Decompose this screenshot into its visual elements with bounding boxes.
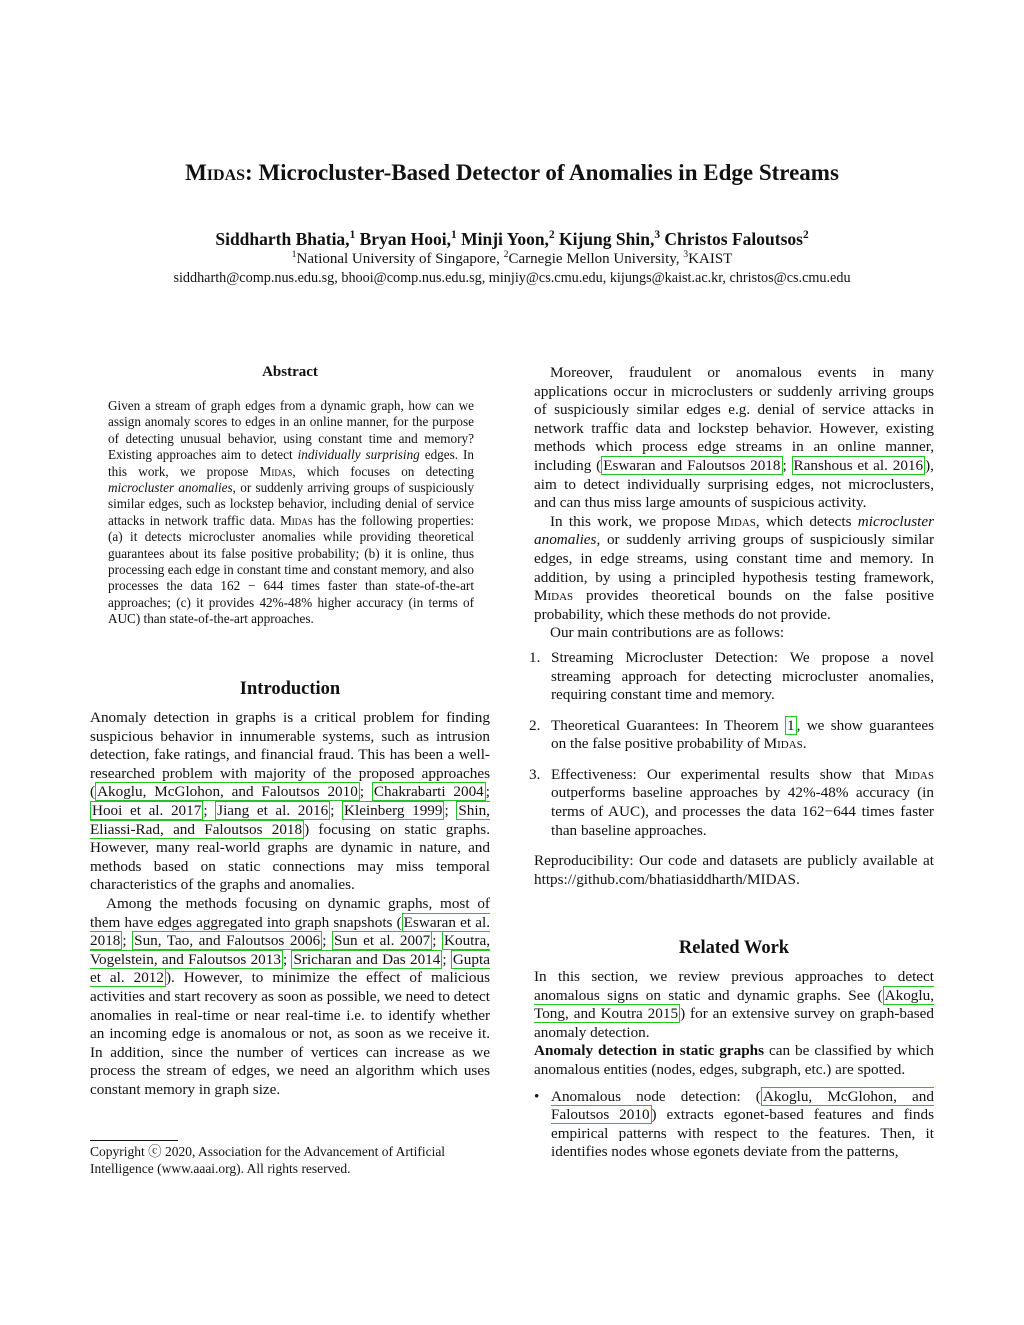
contribution-item: 1. Streaming Microcluster Detection: We propose a novel streaming approach for detecting microcluster anomalies, requiring constant time and memory. [529, 648, 934, 704]
citation-link[interactable]: Hooi et al. 2017 [92, 801, 202, 819]
citation-link[interactable]: Jiang et al. 2016 [217, 801, 329, 819]
intro-paragraph-1: Anomaly detection in graphs is a critical problem for finding suspicious behavior in innumerable systems, such as intrusion detection, fake ratings, and financial fraud. This has been a well-researched problem with majority of the proposed approaches ( Akoglu, McGlohon, and Faloutsos 2010 ; Chakrabarti 2004 ; Hooi et al. 2017 ; Jiang et al. 2016 ; Kleinberg 1999 ; Shin, Eliassi-Rad, and Faloutsos 2018 ) focusing on static graphs. However, many real-world graphs are dynamic in nature, and methods based on static connections may miss temporal characteristics of the graphs and anomalies. [90, 709, 490, 894]
author-3: Minji Yoon,$^2$ [461, 229, 555, 249]
author-5: Christos Faloutsos$^2$ [664, 229, 809, 249]
citation-link[interactable]: Sun, Tao, and Faloutsos 2006 [134, 932, 321, 950]
reproducibility-statement: Reproducibility: Our code and datasets are publicly available at https://github.com/bhatiasiddharth/MIDAS. [534, 852, 934, 888]
related-work-body [534, 968, 934, 1162]
author-4: Kijung Shin,$^3$ [559, 229, 661, 249]
citation-link[interactable]: Gupta et al. 2012 [90, 950, 490, 987]
abstract-text: Given a stream of graph edges from a dynamic graph, how can we assign anomaly scores to edges in an online manner, for the purpose of detecting unusual behavior, using constant time and memory? Existing approaches aim to detect individually surprising edges. In this work, we propose Midas, which focuses on detecting microcluster anomalies, or suddenly arriving groups of suspiciously similar edges, such as lockstep behavior, including denial of service attacks in network traffic data. Midas has the following properties: (a) it detects microcluster anomalies while providing theoretical guarantees about its false positive probability; (b) it is online, thus processing each edge in constant time and constant memory, and also processes the data 162 − 644 times faster than state-of-the-art approaches; (c) it provides 42%-48% higher accuracy (in terms of AUC) than state-of-the-art approaches. [108, 398, 474, 627]
right-paragraph-2: In this work, we propose Midas, which detects microcluster anomalies, or suddenly arriving groups of suspiciously similar edges, in edge streams, using constant time and memory. In addition, by using a principled hypothesis testing framework, Midas provides theoretical bounds on the false positive probability, which these methods do not provide. [534, 512, 934, 623]
author-list [0, 229, 1024, 250]
author-1: Siddharth Bhatia,$^1$ [215, 229, 356, 249]
title-rest: : Microcluster-Based Detector of Anomalies in Edge Streams [245, 160, 839, 185]
title-system-name: Midas [185, 160, 246, 185]
related-work-heading: Related Work [678, 938, 790, 958]
citation-link[interactable]: Sricharan and Das 2014 [293, 950, 441, 968]
citation-link[interactable]: Ranshous et al. 2016 [793, 456, 924, 474]
bullet-icon: • [534, 1087, 540, 1105]
introduction-heading: Introduction [239, 679, 341, 699]
related-paragraph-2: Anomaly detection in static graphs can be classified by which anomalous entities (nodes, edges, subgraph, etc.) are spotted. [534, 1042, 934, 1078]
citation-link[interactable]: Shin, Eliassi-Rad, and Faloutsos 2018 [90, 801, 490, 838]
copyright-footnote: Copyright ⓒ 2020, Association for the Advancement of Artificial Intelligence (www.aaai.org). All rights reserved. [90, 1144, 446, 1176]
theorem-reference-link[interactable]: 1 [787, 716, 795, 734]
author-emails: siddharth@comp.nus.edu.sg, bhooi@comp.nus.edu.sg, minjiy@cs.cmu.edu, kijungs@kaist.ac.kr, christos@cs.cmu.edu [173, 270, 851, 286]
author-2: Bryan Hooi,$^1$ [359, 229, 457, 249]
footnote-divider [90, 1140, 178, 1141]
right-column-body [529, 364, 934, 889]
contribution-item: 3. Effectiveness: Our experimental results show that Midas outperforms baseline approaches by 42%-48% accuracy (in terms of AUC), and processes the data 162−644 times faster than baseline approaches. [529, 765, 934, 839]
affiliations: $^1$National University of Singapore, $^2$Carnegie Mellon University, $^3$KAIST [291, 249, 733, 267]
citation-link[interactable]: Akoglu, Tong, and Koutra 2015 [534, 986, 934, 1023]
citation-link[interactable]: Akoglu, McGlohon, and Faloutsos 2010 [551, 1087, 934, 1124]
contribution-item: 2. Theoretical Guarantees: In Theorem 1 , we show guarantees on the false positive probability of Midas. [529, 716, 934, 753]
citation-link[interactable]: Kleinberg 1999 [344, 801, 443, 819]
right-paragraph-1: Moreover, fraudulent or anomalous events in many applications occur in microclusters or suddenly arriving groups of suspiciously similar edges e.g. denial of service attacks in network traffic data and lockstep behavior. However, existing methods which process edge streams in an online manner, including ( Eswaran and Faloutsos 2018 ; Ranshous et al. 2016 ), aim to detect individually surprising edges, not microclusters, and can thus miss large amounts of suspicious activity. [534, 364, 934, 512]
paper-title [0, 160, 1024, 186]
introduction-body [90, 709, 490, 1099]
citation-link[interactable]: Sun et al. 2007 [333, 932, 431, 950]
citation-link[interactable]: Chakrabarti 2004 [373, 783, 484, 801]
related-paragraph-1: In this section, we review previous approaches to detect anomalous signs on static and dynamic graphs. See ( Akoglu, Tong, and Koutra 2015 ) for an extensive survey on graph-based anomaly detection. [534, 968, 934, 1041]
abstract-heading: Abstract [262, 364, 318, 380]
contributions-intro: Our main contributions are as follows: [550, 624, 785, 642]
bullet-item: • Anomalous node detection: ( Akoglu, McGlohon, and Faloutsos 2010 ) extracts egonet-based features and finds empirical patterns with respect to the features. Then, it identifies nodes whose egonets deviate from the patterns, [534, 1087, 934, 1161]
citation-link[interactable]: Akoglu, McGlohon, and Faloutsos 2010 [97, 783, 358, 801]
contributions-list [529, 648, 934, 840]
citation-link[interactable]: Koutra, Vogelstein, and Faloutsos 2013 [90, 932, 490, 968]
citation-link[interactable]: Eswaran et al. 2018 [90, 913, 490, 950]
intro-paragraph-2: Among the methods focusing on dynamic graphs, most of them have edges aggregated into graph snapshots ( Eswaran et al. 2018 ; Sun, Tao, and Faloutsos 2006 ; Sun et al. 2007 ; Koutra, Vogelstein, and Faloutsos 2013 ; Sricharan and Das 2014 ; Gupta et al. 2012 ). However, to minimize the effect of malicious activities and start recovery as soon as possible, we need to detect anomalies in real-time or near real-time i.e. to identify whether an incoming edge is anomalous or not, as soon as we receive it. In addition, since the number of vertices can increase as we process the stream of edges, we need an algorithm which uses constant memory in graph size. [90, 894, 491, 1098]
citation-link[interactable]: Eswaran and Faloutsos 2018 [603, 456, 781, 474]
